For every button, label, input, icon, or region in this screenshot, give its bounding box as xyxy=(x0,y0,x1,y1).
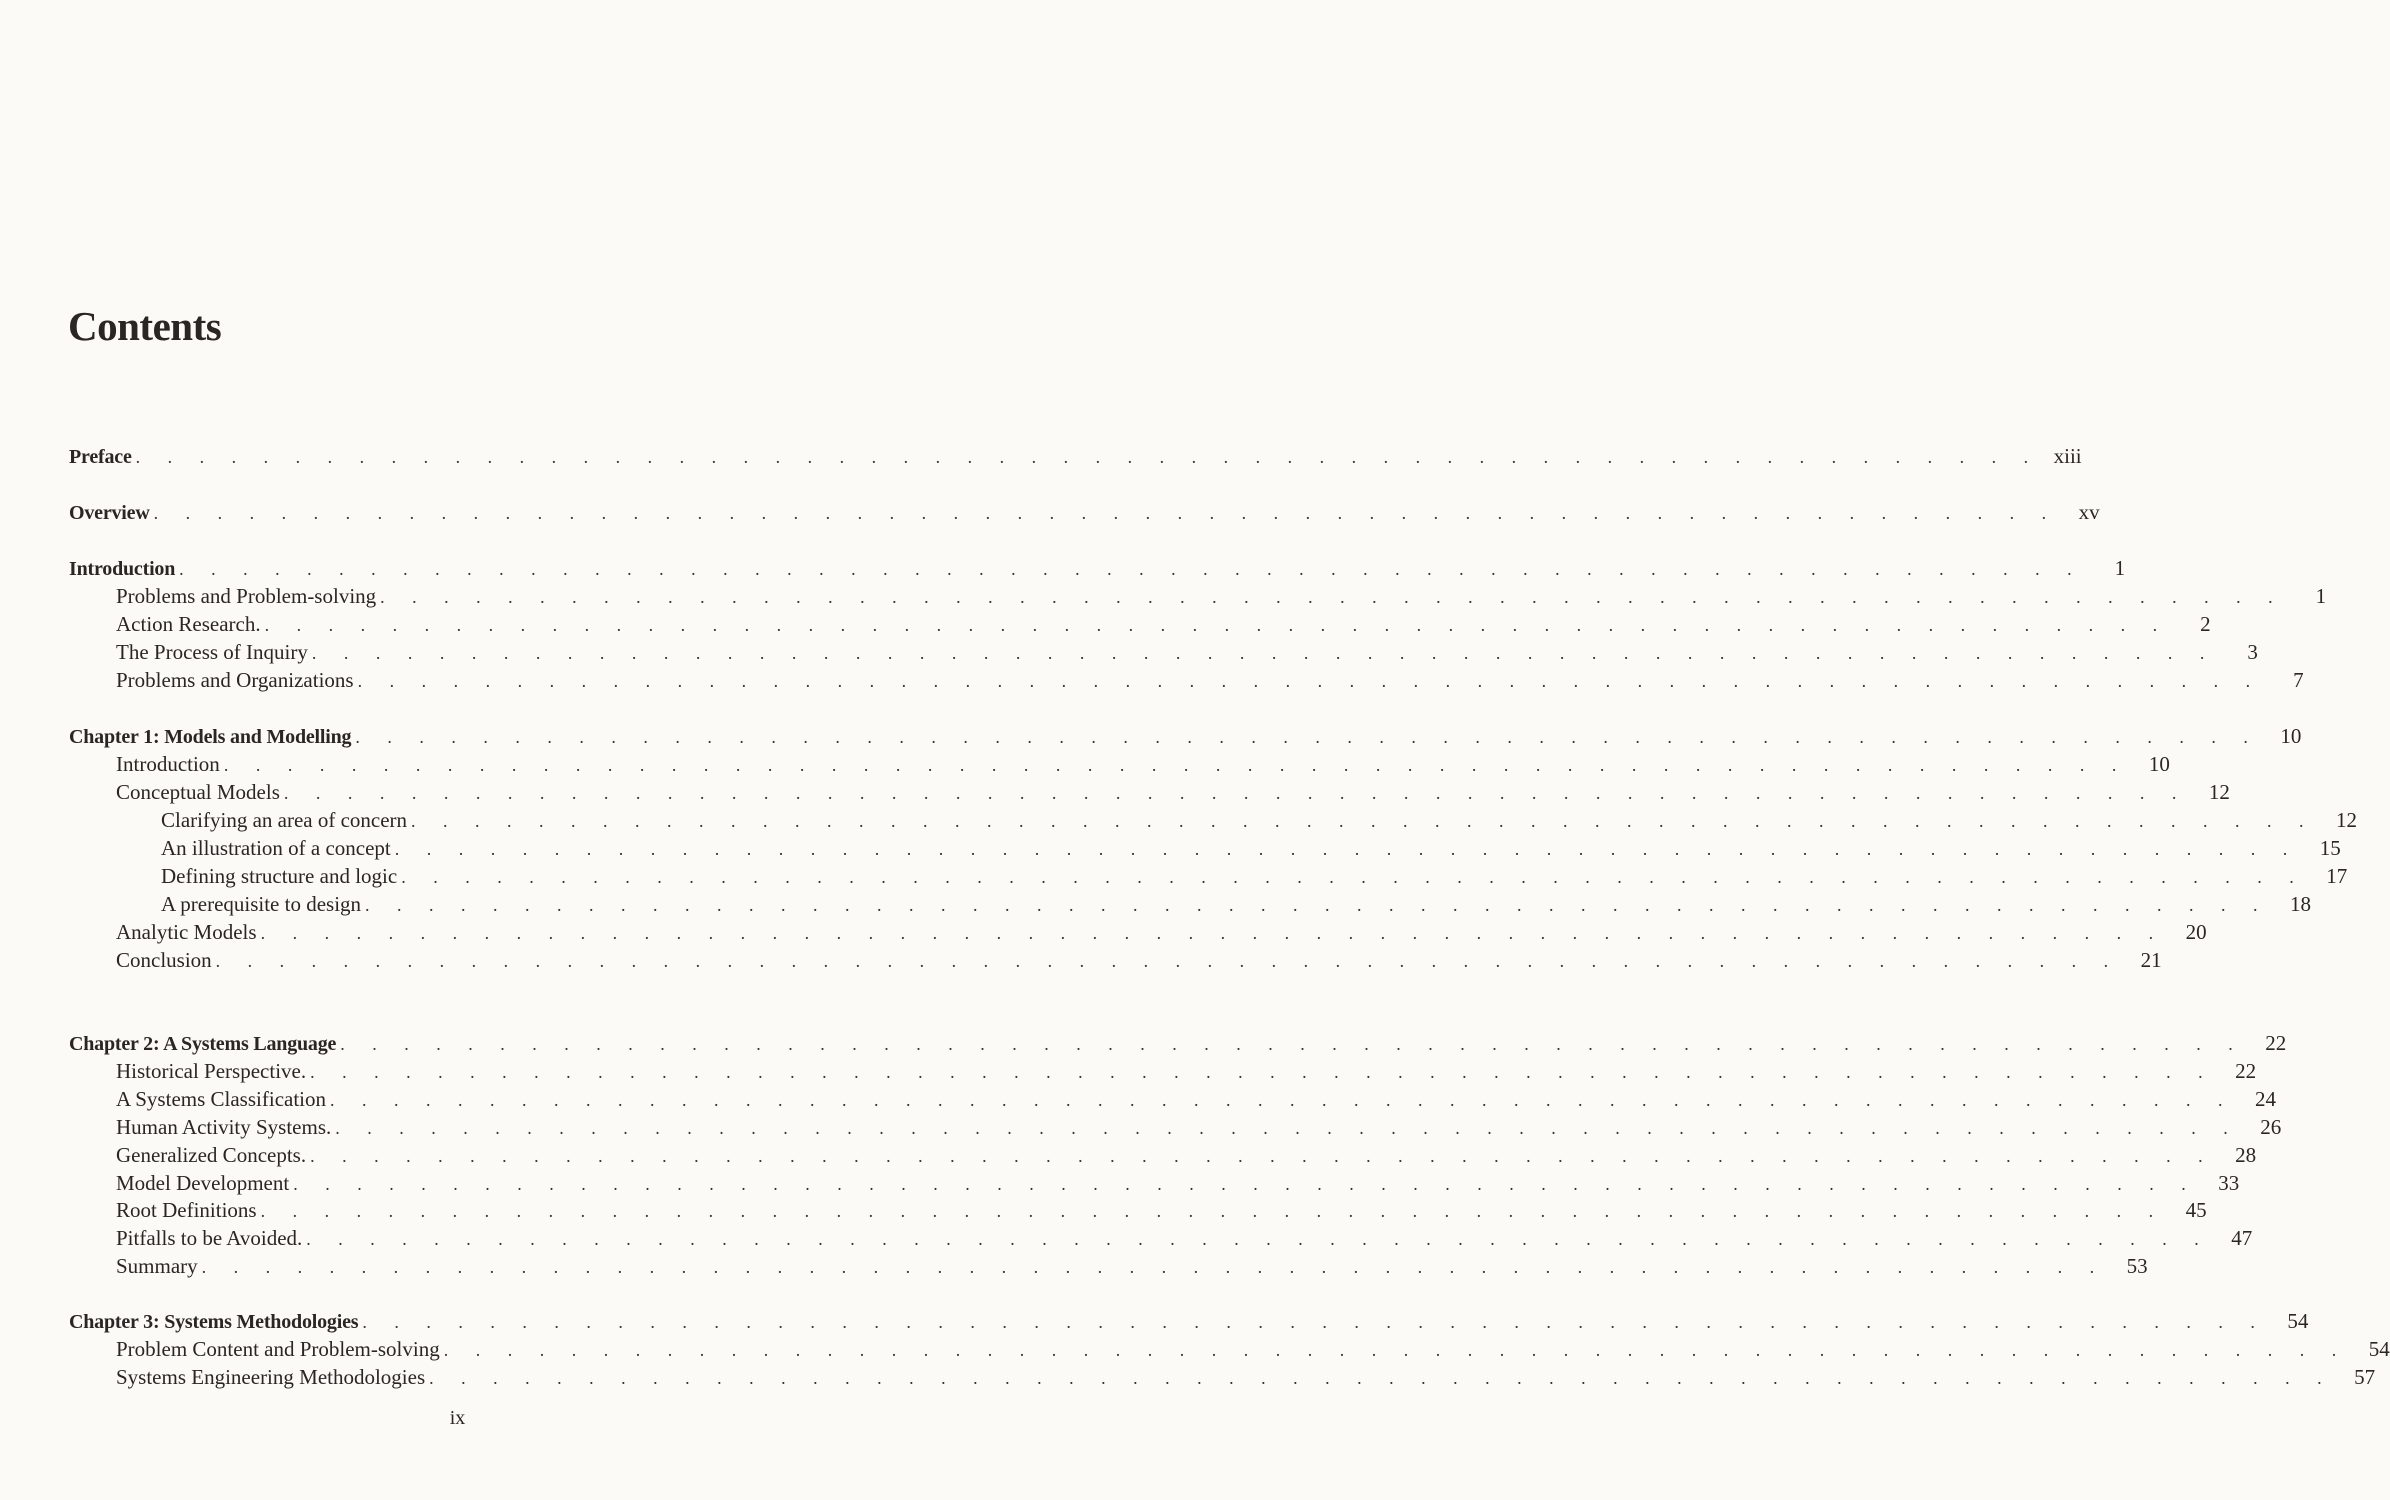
toc-entry-page: xv xyxy=(2078,500,2100,524)
toc-entry-page: 12 xyxy=(2336,808,2358,832)
page-number: ix xyxy=(449,1407,466,1429)
toc-entry-page: 54 xyxy=(2368,1337,2390,1361)
toc-entry-label: A Systems Classification xyxy=(116,1087,326,1111)
dot-leader: . . . . . . . . . . . . . . . . . . . . . . . . . . . . . . . . . . . . . . . . . . . . . . . . . . . . . . . . . . . . xyxy=(215,951,2120,971)
toc-entry-page: 47 xyxy=(2231,1226,2253,1250)
toc-entry xyxy=(116,750,2170,778)
toc-entry xyxy=(161,806,2358,834)
dot-leader: . . . . . . . . . . . . . . . . . . . . . . . . . . . . . . . . . . . . . . . . . . . . . . . . . . . . . . . . . . . . xyxy=(223,755,2128,775)
toc-entry-label: Defining structure and logic xyxy=(161,864,398,888)
toc-entry-label: Summary xyxy=(116,1254,198,1278)
toc-entry-page: 21 xyxy=(2140,948,2162,972)
toc-entry-page: xiii xyxy=(2053,444,2082,468)
toc-entry-label: Conceptual Models xyxy=(116,780,280,804)
toc-entry-label: Conclusion xyxy=(116,948,212,972)
toc-entry-label: Clarifying an area of concern xyxy=(161,808,408,832)
toc-entry xyxy=(116,1113,2282,1141)
dot-leader: . . . . . . . . . . . . . . . . . . . . . . . . . . . . . . . . . . . . . . . . . . . . . . . . . . . . . . . . . . . . xyxy=(264,615,2169,635)
dot-leader: . . . . . . . . . . . . . . . . . . . . . . . . . . . . . . . . . . . . . . . . . . . . . . . . . . . . . . . . . . . . xyxy=(394,839,2299,859)
toc-entry-page: 26 xyxy=(2260,1115,2282,1139)
toc-entry-label: Analytic Models xyxy=(116,920,257,944)
toc-entry-page: 28 xyxy=(2235,1143,2257,1167)
toc-heading-entry xyxy=(69,442,2082,470)
toc-entry-page: 1 xyxy=(2315,584,2327,608)
toc-entry-page: 18 xyxy=(2290,892,2312,916)
toc-entry xyxy=(116,946,2162,974)
dot-leader: . . . . . . . . . . . . . . . . . . . . . . . . . . . . . . . . . . . . . . . . . . . . . . . . . . . . . . . . . . . . xyxy=(153,503,2058,523)
toc-entry-label: Chapter 1: Models and Modelling xyxy=(69,726,352,748)
dot-leader: . . . . . . . . . . . . . . . . . . . . . . . . . . . . . . . . . . . . . . . . . . . . . . . . . . . . . . . . . . . . xyxy=(362,1312,2267,1332)
toc-entry-label: Historical Perspective. xyxy=(116,1059,307,1083)
toc-entry xyxy=(116,1141,2257,1169)
dot-leader: . . . . . . . . . . . . . . . . . . . . . . . . . . . . . . . . . . . . . . . . . . . . . . . . . . . . . . . . . . . . xyxy=(310,1146,2215,1166)
toc-heading-entry xyxy=(69,1307,2309,1335)
dot-leader: . . . . . . . . . . . . . . . . . . . . . . . . . . . . . . . . . . . . . . . . . . . . . . . . . . . . . . . . . . . . xyxy=(283,783,2188,803)
toc-entry xyxy=(116,610,2211,638)
dot-leader: . . . . . . . . . . . . . . . . . . . . . . . . . . . . . . . . . . . . . . . . . . . . . . . . . . . . . . . . . . . . xyxy=(429,1368,2334,1388)
dot-leader: . . . . . . . . . . . . . . . . . . . . . . . . . . . . . . . . . . . . . . . . . . . . . . . . . . . . . . . . . . . . xyxy=(311,643,2216,663)
toc-entry xyxy=(116,1169,2240,1197)
toc-entry xyxy=(161,862,2348,890)
toc-entry xyxy=(116,1085,2276,1113)
toc-entry xyxy=(116,918,2207,946)
toc-entry-page: 3 xyxy=(2247,640,2258,664)
toc-entry-page: 10 xyxy=(2148,752,2170,776)
dot-leader: . . . . . . . . . . . . . . . . . . . . . . . . . . . . . . . . . . . . . . . . . . . . . . . . . . . . . . . . . . . . xyxy=(443,1340,2348,1360)
toc-entry xyxy=(116,666,2304,694)
toc-entry xyxy=(116,1057,2257,1085)
toc-entry-label: An illustration of a concept xyxy=(161,836,391,860)
toc-entry-page: 54 xyxy=(2287,1309,2309,1333)
toc-entry-page: 17 xyxy=(2326,864,2348,888)
dot-leader: . . . . . . . . . . . . . . . . . . . . . . . . . . . . . . . . . . . . . . . . . . . . . . . . . . . . . . . . . . . . xyxy=(401,867,2306,887)
dot-leader: . . . . . . . . . . . . . . . . . . . . . . . . . . . . . . . . . . . . . . . . . . . . . . . . . . . . . . . . . . . . xyxy=(260,1201,2165,1221)
toc-entry-page: 22 xyxy=(2265,1031,2287,1055)
dot-leader: . . . . . . . . . . . . . . . . . . . . . . . . . . . . . . . . . . . . . . . . . . . . . . . . . . . . . . . . . . . . xyxy=(330,1090,2234,1110)
toc-entry-page: 10 xyxy=(2280,724,2302,748)
toc-entry-label: Introduction xyxy=(69,558,176,580)
toc-entry xyxy=(116,1252,2148,1280)
dot-leader: . . . . . . . . . . . . . . . . . . . . . . . . . . . . . . . . . . . . . . . . . . . . . . . . . . . . . . . . . . . . xyxy=(380,587,2285,607)
toc-entry-page: 45 xyxy=(2185,1198,2207,1222)
dot-leader: . . . . . . . . . . . . . . . . . . . . . . . . . . . . . . . . . . . . . . . . . . . . . . . . . . . . . . . . . . . . xyxy=(260,923,2165,943)
toc-entry-page: 12 xyxy=(2208,780,2230,804)
page-title: Contents xyxy=(68,303,222,349)
dot-leader: . . . . . . . . . . . . . . . . . . . . . . . . . . . . . . . . . . . . . . . . . . . . . . . . . . . . . . . . . . . . xyxy=(357,671,2262,691)
toc-entry xyxy=(161,834,2341,862)
toc-entry-label: Chapter 3: Systems Methodologies xyxy=(69,1311,359,1333)
dot-leader: . . . . . . . . . . . . . . . . . . . . . . . . . . . . . . . . . . . . . . . . . . . . . . . . . . . . . . . . . . . . xyxy=(355,727,2260,747)
toc-entry xyxy=(116,778,2230,806)
dot-leader: . . . . . . . . . . . . . . . . . . . . . . . . . . . . . . . . . . . . . . . . . . . . . . . . . . . . . . . . . . . . xyxy=(335,1118,2240,1138)
toc-entry-label: Generalized Concepts. xyxy=(116,1143,307,1167)
toc-entry-page: 15 xyxy=(2319,836,2341,860)
dot-leader: . . . . . . . . . . . . . . . . . . . . . . . . . . . . . . . . . . . . . . . . . . . . . . . . . . . . . . . . . . . . xyxy=(306,1229,2211,1249)
toc-entry-page: 24 xyxy=(2255,1087,2276,1111)
toc-entry-page: 20 xyxy=(2185,920,2207,944)
toc-entry xyxy=(161,890,2312,918)
dot-leader: . . . . . . . . . . . . . . . . . . . . . . . . . . . . . . . . . . . . . . . . . . . . . . . . . . . . . . . . . . . . xyxy=(310,1062,2215,1082)
dot-leader: . . . . . . . . . . . . . . . . . . . . . . . . . . . . . . . . . . . . . . . . . . . . . . . . . . . . . . . . . . . . xyxy=(179,559,2084,579)
toc-heading-entry xyxy=(69,1029,2287,1057)
toc-entry xyxy=(116,1224,2253,1252)
toc-heading-entry xyxy=(69,722,2302,750)
toc-entry-label: Overview xyxy=(69,502,150,524)
toc-entry xyxy=(116,1363,2376,1391)
toc-entry-label: A prerequisite to design xyxy=(161,892,362,916)
toc-entry-label: Chapter 2: A Systems Language xyxy=(69,1033,337,1055)
toc-entry-label: Action Research. xyxy=(116,612,261,636)
toc-entry-label: The Process of Inquiry xyxy=(116,640,308,664)
toc-heading-entry xyxy=(69,498,2100,526)
toc-entry xyxy=(116,1335,2390,1363)
toc-entry-page: 33 xyxy=(2218,1171,2240,1195)
toc-entry-label: Pitfalls to be Avoided. xyxy=(116,1226,303,1250)
dot-leader: . . . . . . . . . . . . . . . . . . . . . . . . . . . . . . . . . . . . . . . . . . . . . . . . . . . . . . . . . . . . xyxy=(201,1257,2106,1277)
dot-leader: . . . . . . . . . . . . . . . . . . . . . . . . . . . . . . . . . . . . . . . . . . . . . . . . . . . . . . . . . . . . xyxy=(365,895,2270,915)
toc-entry-label: Problems and Problem-solving xyxy=(116,584,377,608)
toc-entry xyxy=(116,638,2258,666)
toc-entry-label: Preface xyxy=(69,446,132,468)
toc-entry-page: 1 xyxy=(2114,556,2126,580)
dot-leader: . . . . . . . . . . . . . . . . . . . . . . . . . . . . . . . . . . . . . . . . . . . . . . . . . . . . . . . . . . . . xyxy=(340,1034,2245,1054)
toc-entry-label: Root Definitions xyxy=(116,1198,257,1222)
toc-entry-label: Systems Engineering Methodologies xyxy=(116,1365,426,1389)
toc-entry-page: 22 xyxy=(2235,1059,2257,1083)
toc-entry-label: Model Development xyxy=(116,1171,290,1195)
dot-leader: . . . . . . . . . . . . . . . . . . . . . . . . . . . . . . . . . . . . . . . . . . . . . . . . . . . . . . . . . . . . xyxy=(411,811,2316,831)
toc-entry-label: Human Activity Systems. xyxy=(116,1115,332,1139)
dot-leader: . . . . . . . . . . . . . . . . . . . . . . . . . . . . . . . . . . . . . . . . . . . . . . . . . . . . . . . . . . . . xyxy=(135,447,2040,467)
toc-entry-label: Problem Content and Problem-solving xyxy=(116,1337,440,1361)
toc-entry-page: 53 xyxy=(2126,1254,2148,1278)
toc-entry-page: 2 xyxy=(2200,612,2211,636)
toc-entry-label: Introduction xyxy=(116,752,220,776)
toc-entry-page: 57 xyxy=(2354,1365,2376,1389)
toc-entry xyxy=(116,1196,2207,1224)
toc-entry-label: Problems and Organizations xyxy=(116,668,354,692)
toc-entry xyxy=(116,582,2327,610)
dot-leader: . . . . . . . . . . . . . . . . . . . . . . . . . . . . . . . . . . . . . . . . . . . . . . . . . . . . . . . . . . . . xyxy=(293,1174,2198,1194)
toc-entry-page: 7 xyxy=(2293,668,2304,692)
toc-heading-entry xyxy=(69,554,2126,582)
